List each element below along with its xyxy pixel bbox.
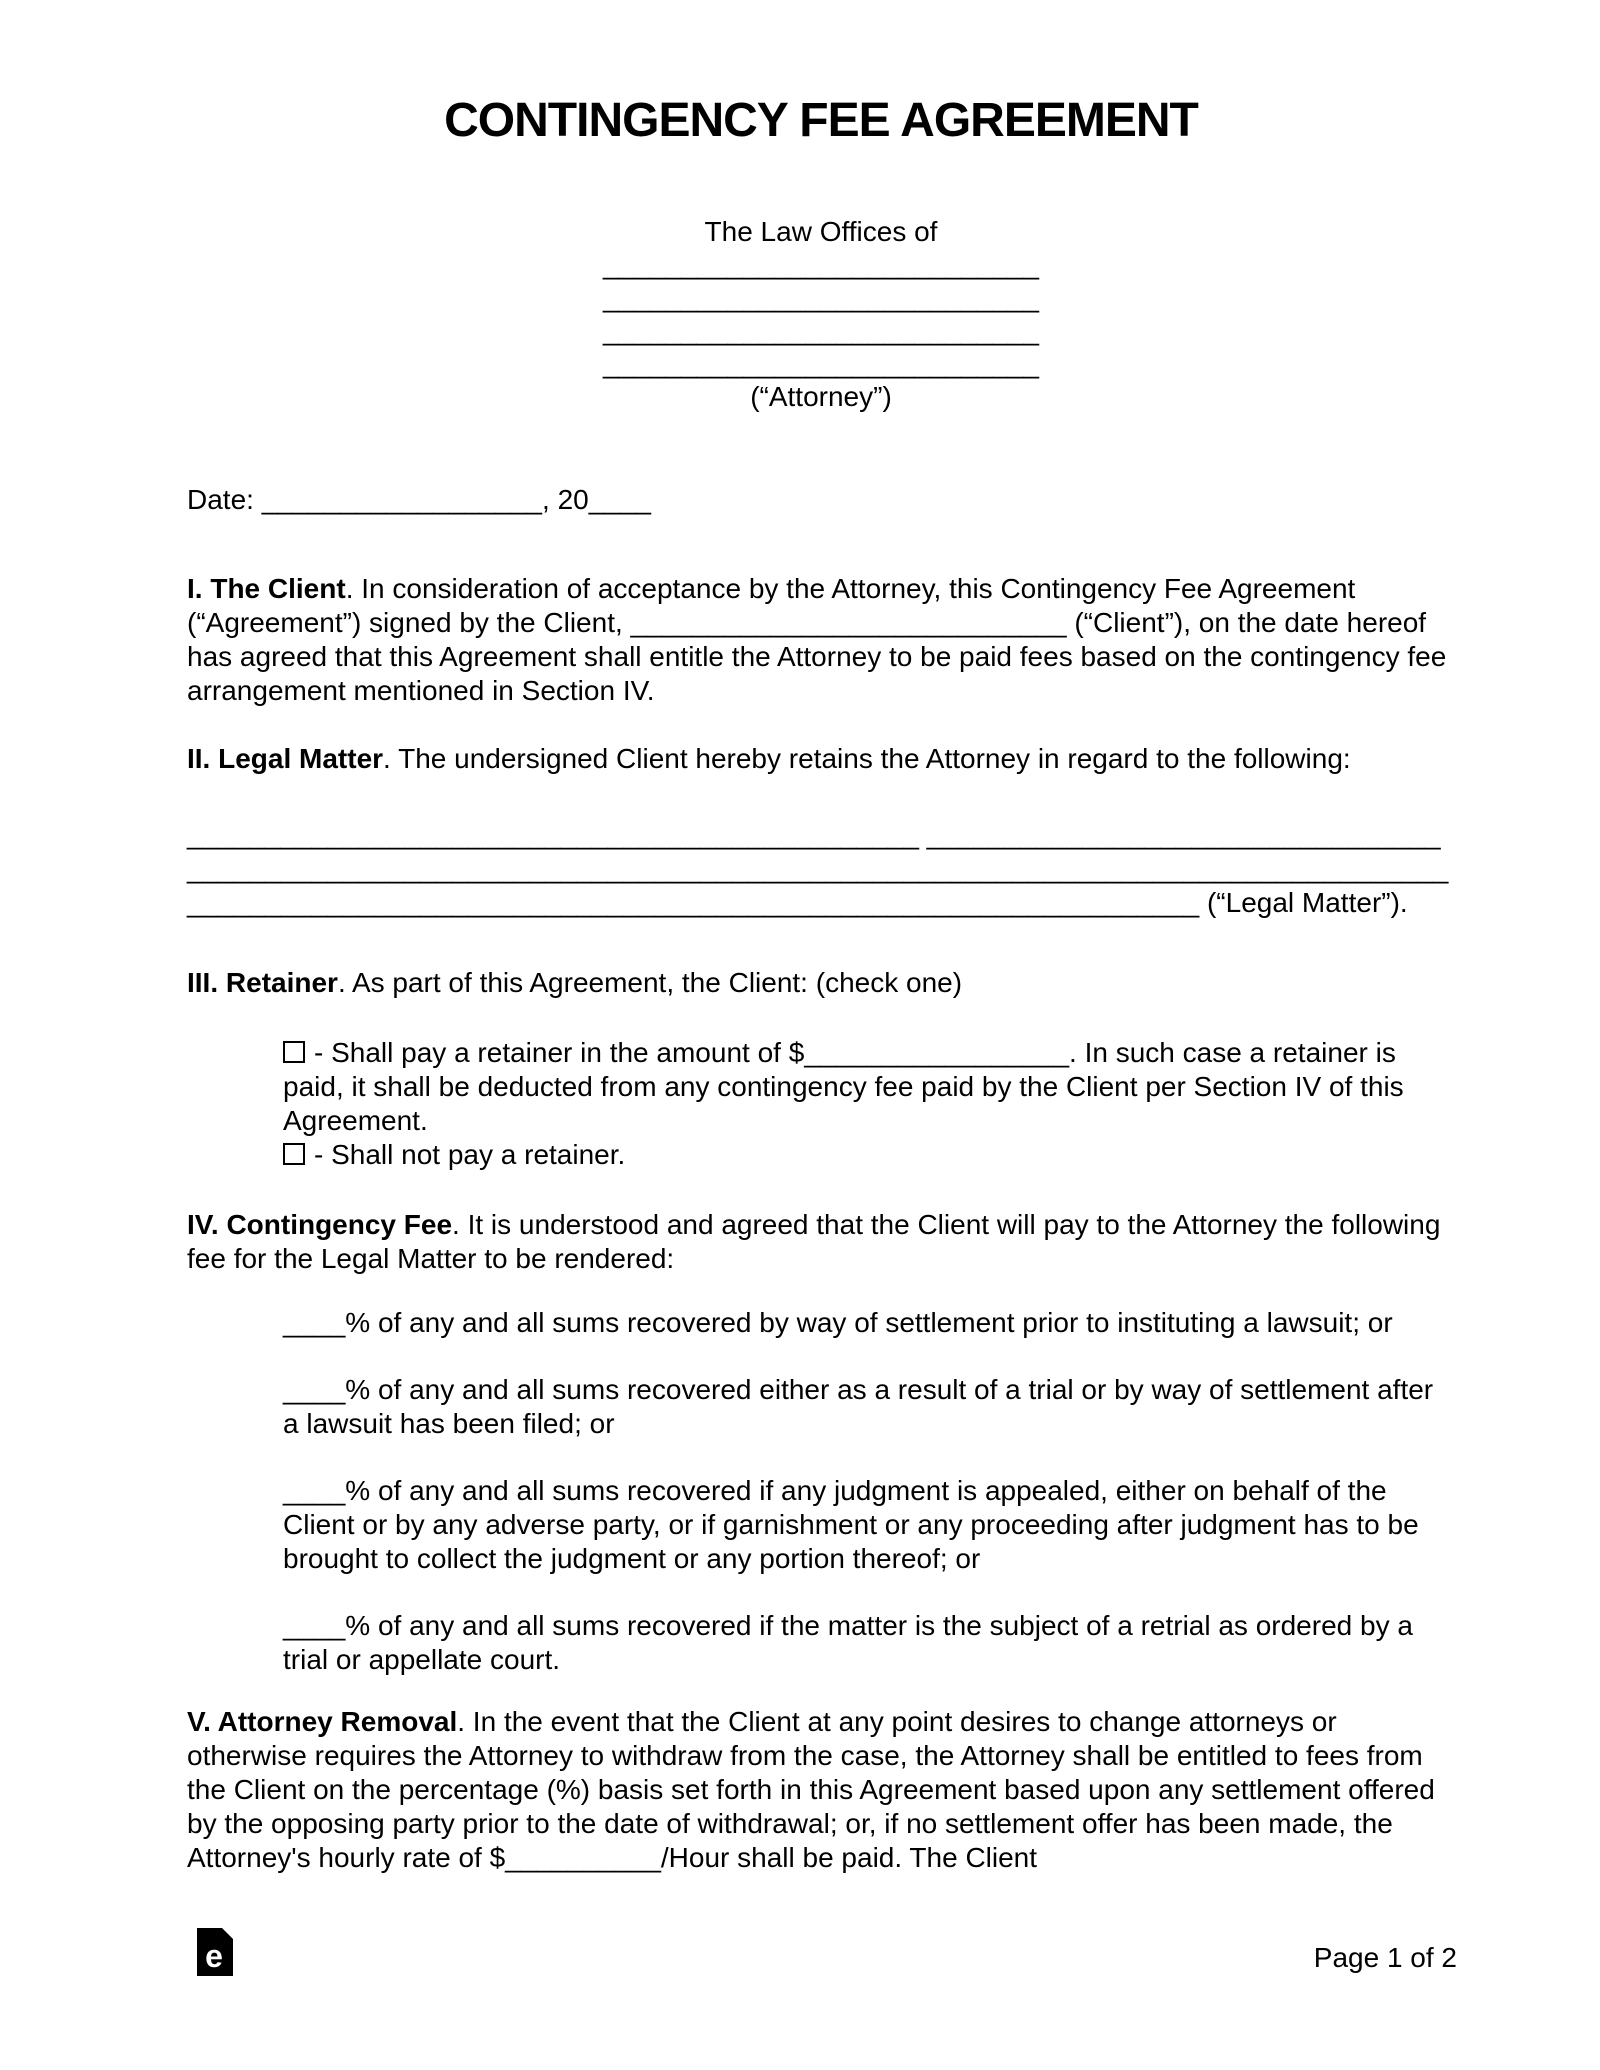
retainer-option-no-pay-label: - Shall not pay a retainer. bbox=[314, 1139, 626, 1170]
firm-name-blank-1: ____________________________ bbox=[602, 249, 1040, 280]
section-legal-matter-text: . The undersigned Client hereby retains the Attorney in regard to the following: bbox=[383, 743, 1351, 774]
retainer-option-pay bbox=[283, 1036, 1455, 1138]
section-legal-matter bbox=[187, 742, 1455, 776]
legal-matter-blank-3: _________________________________________________________________ (“Legal Matter”). bbox=[187, 887, 1408, 918]
section-attorney-removal-heading: V. Attorney Removal bbox=[187, 1706, 458, 1737]
legal-matter-blank-2: _________________________________________________________________________________ bbox=[187, 853, 1449, 884]
fee-item-2: ____% of any and all sums recovered either as a result of a trial or by way of settlement after a lawsuit has been filed; or bbox=[283, 1374, 1434, 1439]
section-retainer-text: . As part of this Agreement, the Client: (check one) bbox=[337, 967, 963, 998]
checkbox-icon bbox=[283, 1143, 305, 1165]
eforms-logo-letter: e bbox=[205, 1938, 223, 1974]
section-retainer bbox=[187, 966, 1455, 1000]
fee-item-3: ____% of any and all sums recovered if any judgment is appealed, either on behalf of the Client or by any adverse party, or if garnishment or any proceeding after judgment has to be brought to collect the judgment or any portion thereof; or bbox=[283, 1475, 1419, 1574]
retainer-option-no-pay bbox=[283, 1138, 1455, 1172]
attorney-label: (“Attorney”) bbox=[750, 381, 892, 412]
section-legal-matter-heading: II. Legal Matter bbox=[187, 743, 384, 774]
firm-name-blank-4: ____________________________ bbox=[602, 348, 1040, 379]
eforms-logo bbox=[197, 1928, 233, 1984]
legal-matter-blank-lines bbox=[187, 818, 1455, 920]
firm-name-blank-3: ____________________________ bbox=[602, 315, 1040, 346]
retainer-options bbox=[283, 1036, 1455, 1172]
letterhead-block bbox=[187, 215, 1455, 413]
section-retainer-heading: III. Retainer bbox=[187, 967, 338, 998]
section-attorney-removal bbox=[187, 1705, 1455, 1875]
date-line: Date: __________________, 20____ bbox=[187, 484, 651, 515]
section-contingency-fee bbox=[187, 1208, 1455, 1276]
section-client-text: . In consideration of acceptance by the Attorney, this Contingency Fee Agreement (“Agreement”) signed by the Client, ____________________________ (“Client”), on the date hereof has agreed that this Agreement shall entitle the Attorney to be paid fees based on the contingency fee arrangement mentioned in Section IV. bbox=[187, 573, 1447, 706]
section-client-heading: I. The Client bbox=[187, 573, 346, 604]
law-offices-line: The Law Offices of bbox=[704, 216, 938, 247]
legal-matter-blank-1: _______________________________________________ _________________________________ bbox=[187, 819, 1441, 850]
checkbox-icon bbox=[283, 1041, 305, 1063]
fee-item-4: ____% of any and all sums recovered if the matter is the subject of a retrial as ordered by a trial or appellate court. bbox=[283, 1610, 1413, 1675]
section-contingency-fee-heading: IV. Contingency Fee bbox=[187, 1209, 453, 1240]
retainer-option-pay-label: - Shall pay a retainer in the amount of $_________________. In such case a retainer is paid, it shall be deducted from any contingency fee paid by the Client per Section IV of this Agreement. bbox=[283, 1037, 1404, 1136]
section-client bbox=[187, 572, 1455, 708]
fee-item-1: ____% of any and all sums recovered by way of settlement prior to instituting a lawsuit; or bbox=[283, 1307, 1393, 1338]
firm-name-blank-2: ____________________________ bbox=[602, 282, 1040, 313]
section-contingency-fee-text: . It is understood and agreed that the Client will pay to the Attorney the following fee for the Legal Matter to be rendered: bbox=[187, 1209, 1441, 1274]
document-title: CONTINGENCY FEE AGREEMENT bbox=[444, 94, 1198, 147]
page-number: Page 1 of 2 bbox=[1313, 1942, 1457, 1973]
section-attorney-removal-text: . In the event that the Client at any point desires to change attorneys or otherwise requires the Attorney to withdraw from the case, the Attorney shall be entitled to fees from the Client on the percentage (%) basis set forth in this Agreement based upon any settlement offered by the opposing party prior to the date of withdrawal; or, if no settlement offer has been made, the Attorney's hourly rate of $__________/Hour shall be paid. The Client bbox=[187, 1706, 1435, 1873]
eforms-document-icon bbox=[197, 1928, 233, 1976]
